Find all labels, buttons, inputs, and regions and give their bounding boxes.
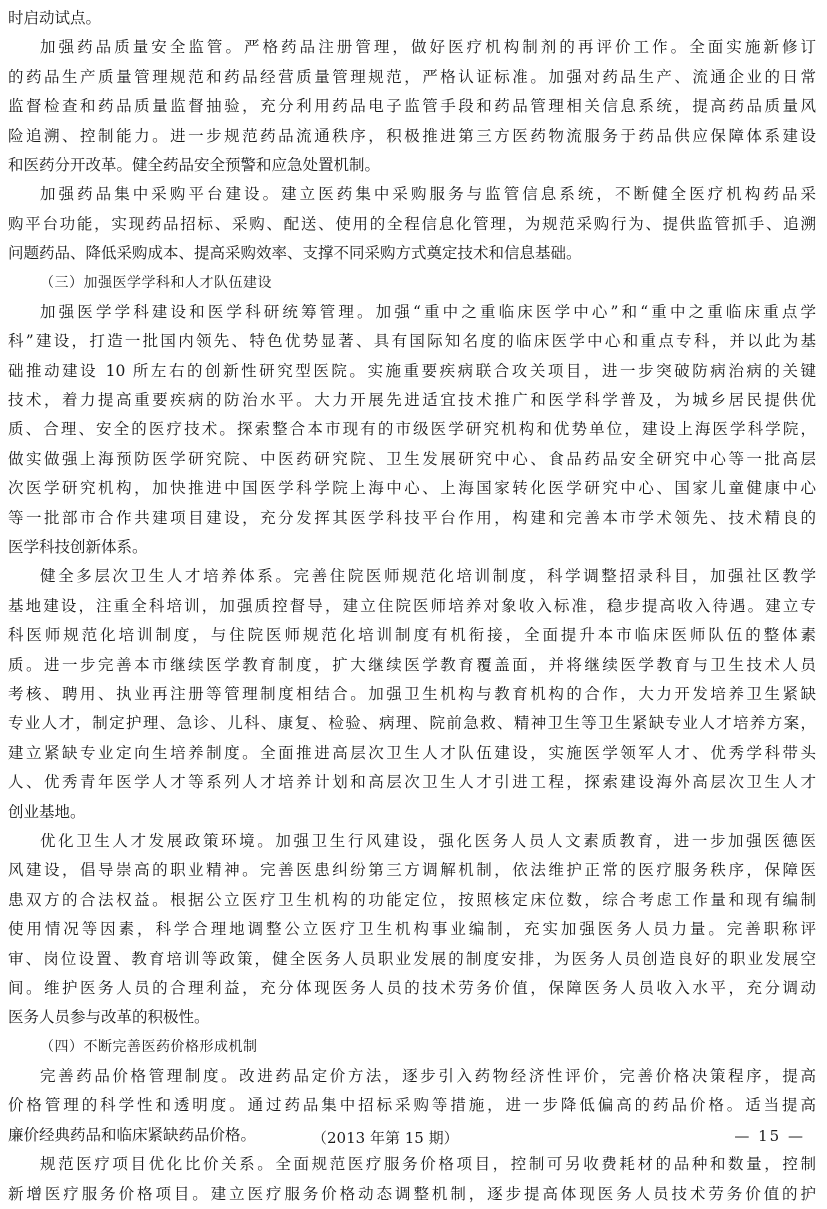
line-text: 规范医疗项目优化比价关系。全面规范医疗服务价格项目，控制可另收费耗材的品种和数量，控制 [40,1155,816,1174]
text-line [8,886,816,915]
text-line [8,180,816,209]
text-line [8,92,816,121]
line-text: 监督检查和药品质量监督抽验，充分利用药品电子监管手段和药品管理相关信息系统，提高药品质量风 [8,97,816,116]
text-line [8,415,816,444]
line-text: （四）不断完善医药价格形成机制 [40,1038,258,1055]
line-text: 廉价经典药品和临床紧缺药品价格。 [8,1125,257,1144]
text-line [8,298,816,327]
line-text: 质、合理、安全的医疗技术。探索整合本市现有的市级医学研究机构和优势单位，建设上海医学科学院， [8,420,816,439]
line-text: 价格管理的科学性和透明度。通过药品集中招标采购等措施，进一步降低偏高的药品价格。适当提高 [8,1096,816,1115]
line-text: 间。维护医务人员的合理利益，充分体现医务人员的技术劳务价值，保障医务人员收入水平，充分调动 [8,978,816,997]
line-text: 考核、聘用、执业再注册等管理制度相结合。加强卫生机构与教育机构的合作，大力开发培养卫生紧缺 [8,684,816,703]
line-text: 人、优秀青年医学人才等系列人才培养计划和高层次卫生人才引进工程，探索建设海外高层次卫生人才 [8,773,816,792]
line-text: 新增医疗服务价格项目。建立医疗服务价格动态调整机制，逐步提高体现医务人员技术劳务价值的护 [8,1184,816,1203]
line-text: 的药品生产质量管理规范和药品经营质量管理规范，严格认证标准。加强对药品生产、流通企业的日常 [8,67,816,86]
text-line [8,239,816,268]
line-text: 险追溯、控制能力。进一步规范药品流通秩序，积极推进第三方医药物流服务于药品供应保障体系建设 [8,126,816,145]
text-line [8,739,816,768]
text-line [8,798,816,827]
line-text: 审、岗位设置、教育培训等政策，健全医务人员职业发展的制度安排，为医务人员创造良好的职业发展空 [8,949,816,968]
line-text: 患双方的合法权益。根据公立医疗卫生机构的功能定位，按照核定床位数，综合考虑工作量和现有编制 [8,890,816,909]
text-line [8,474,816,503]
text-line [8,327,816,356]
text-line [8,533,816,562]
line-text: 加强药品集中采购平台建设。建立医药集中采购服务与监管信息系统，不断健全医疗机构药品采 [40,185,816,204]
line-text: 和医药分开改革。健全药品安全预警和应急处置机制。 [8,155,381,174]
text-line [8,504,816,533]
text-line [8,651,816,680]
text-line [8,974,816,1003]
text-line [8,357,816,386]
text-line [8,827,816,856]
line-text: 技术，着力提高重要疾病的防治水平。大力开展先进适宜技术推广和医学科学普及，为城乡居民提供优 [8,391,816,410]
section-heading [8,269,816,298]
text-line [8,122,816,151]
line-text: 购平台功能，实现药品招标、采购、配送、使用的全程信息化管理，为规范采购行为、提供监管抓手、追溯 [8,214,816,233]
line-text: 础推动建设 10 所左右的创新性研究型医院。实施重要疾病联合攻关项目，进一步突破防病治病的关键 [8,361,816,380]
page-footer [0,1127,827,1155]
body-text [8,4,816,1209]
line-text: 使用情况等因素，科学合理地调整公立医疗卫生机构事业编制，充实加强医务人员力量。完善职称评 [8,920,816,939]
line-text: 加强药品质量安全监管。严格药品注册管理，做好医疗机构制剂的再评价工作。全面实施新修订 [40,38,816,57]
line-text: 科”建设，打造一批国内领先、特色优势显著、具有国际知名度的临床医学中心和重点专科，并以此为基 [8,332,816,351]
line-text: 科医师规范化培训制度，与住院医师规范化培训制度有机衔接，全面提升本市临床医师队伍的整体素 [8,626,816,645]
text-line [8,592,816,621]
text-line [8,386,816,415]
line-text: 质。进一步完善本市继续医学教育制度，扩大继续医学教育覆盖面，并将继续医学教育与卫生技术人员 [8,655,816,674]
text-line [8,1180,816,1209]
text-line [8,210,816,239]
line-text: 完善药品价格管理制度。改进药品定价方法，逐步引入药物经济性评价，完善价格决策程序，提高 [40,1067,816,1086]
text-line [8,680,816,709]
line-text: 次医学研究机构，加快推进中国医学科学院上海中心、上海国家转化医学研究中心、国家儿童健康中心 [8,479,816,498]
text-line [8,63,816,92]
line-text: 优化卫生人才发展政策环境。加强卫生行风建设，强化医务人员人文素质教育，进一步加强医德医 [40,831,816,850]
text-line [8,768,816,797]
line-text: （三）加强医学学科和人才队伍建设 [40,274,272,291]
issue-label: （2013 年第 15 期） [312,1129,459,1147]
line-text: 建立紧缺专业定向生培养制度。全面推进高层次卫生人才队伍建设，实施医学领军人才、优秀学科带头 [8,743,816,762]
line-text: 做实做强上海预防医学研究院、中医药研究院、卫生发展研究中心、食品药品安全研究中心等一批高层 [8,449,816,468]
line-text: 创业基地。 [8,802,86,821]
text-line [8,562,816,591]
text-line [8,1062,816,1091]
line-text: 医务人员参与改革的积极性。 [8,1008,210,1027]
text-line [8,445,816,474]
section-heading [8,1033,816,1062]
text-line [8,856,816,885]
line-text: 专业人才，制定护理、急诊、儿科、康复、检验、病理、院前急救、精神卫生等卫生紧缺专业人才培养方案， [8,714,816,733]
line-text: 基地建设，注重全科培训，加强质控督导，建立住院医师培养对象收入标准，稳步提高收入待遇。建立专 [8,596,816,615]
text-line [8,33,816,62]
line-text: 健全多层次卫生人才培养体系。完善住院医师规范化培训制度，科学调整招录科目，加强社区教学 [40,567,816,586]
text-line [8,1003,816,1032]
text-line [8,945,816,974]
line-text: 加强医学学科建设和医学科研统筹管理。加强“重中之重临床医学中心”和“重中之重临床重点学 [40,302,816,321]
text-line [8,4,816,33]
line-text: 风建设，倡导崇高的职业精神。完善医患纠纷第三方调解机制，依法维护正常的医疗服务秩序，保障医 [8,861,816,880]
line-text: 问题药品、降低采购成本、提高采购效率、支撑不同采购方式奠定技术和信息基础。 [8,244,582,263]
page-number: — 15 — [734,1127,805,1145]
text-line [8,621,816,650]
line-text: 医学科技创新体系。 [8,538,148,557]
text-line [8,709,816,738]
text-line [8,151,816,180]
text-line [8,915,816,944]
line-text: 时启动试点。 [8,9,102,27]
line-text: 等一批部市合作共建项目建设，充分发挥其医学科技平台作用，构建和完善本市学术领先、技术精良的 [8,508,816,527]
text-line [8,1091,816,1120]
